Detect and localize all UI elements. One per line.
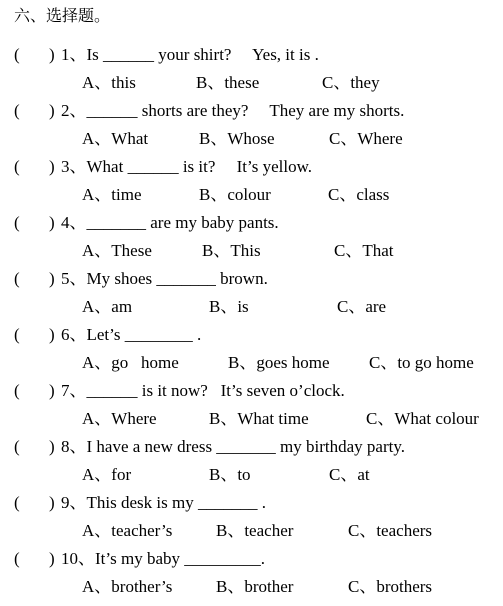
answer-paren-open: ( [14, 213, 20, 232]
question-text: 4、_______ are my baby pants. [61, 213, 279, 232]
option-c: C、What colour [366, 409, 479, 428]
answer-paren-close: ) [49, 437, 55, 456]
option-b: B、What time [209, 409, 309, 428]
answer-paren-close: ) [49, 157, 55, 176]
option-c: C、Where [329, 129, 403, 148]
answer-paren-close: ) [49, 269, 55, 288]
option-c: C、they [322, 73, 380, 92]
answer-paren-close: ) [49, 549, 55, 568]
question-text: 10、It’s my baby _________. [61, 549, 265, 568]
answer-paren-open: ( [14, 269, 20, 288]
answer-paren-close: ) [49, 213, 55, 232]
question-text: 2、______ shorts are they? They are my shorts. [61, 101, 405, 120]
answer-paren-close: ) [49, 325, 55, 344]
answer-paren-open: ( [14, 101, 20, 120]
question-text: 3、What ______ is it? It’s yellow. [61, 157, 313, 176]
question-text: 9、This desk is my _______ . [61, 493, 266, 512]
question-text: 1、Is ______ your shirt? Yes, it is . [61, 45, 319, 64]
answer-paren-close: ) [49, 101, 55, 120]
answer-paren-close: ) [49, 381, 55, 400]
option-c: C、class [328, 185, 390, 204]
option-a: A、What [82, 129, 149, 148]
answer-paren-open: ( [14, 381, 20, 400]
option-c: C、are [337, 297, 387, 316]
option-c: C、brothers [348, 577, 433, 596]
option-a: A、brother’s [82, 577, 173, 596]
option-a: A、for [82, 465, 132, 484]
option-a: A、time [82, 185, 142, 204]
answer-paren-close: ) [49, 45, 55, 64]
question-text: 5、My shoes _______ brown. [61, 269, 268, 288]
option-c: C、to go home [369, 353, 474, 372]
option-a: A、Where [82, 409, 157, 428]
option-b: B、to [209, 465, 251, 484]
question-text: 6、Let’s ________ . [61, 325, 202, 344]
option-c: C、at [329, 465, 370, 484]
option-c: C、That [334, 241, 394, 260]
option-a: A、am [82, 297, 133, 316]
option-a: A、this [82, 73, 136, 92]
option-b: B、goes home [228, 353, 330, 372]
option-b: B、these [196, 73, 260, 92]
question-text: 7、______ is it now? It’s seven o’clock. [61, 381, 345, 400]
question-text: 8、I have a new dress _______ my birthday party. [61, 437, 406, 456]
answer-paren-open: ( [14, 437, 20, 456]
answer-paren-close: ) [49, 493, 55, 512]
option-b: B、teacher [216, 521, 294, 540]
answer-paren-open: ( [14, 325, 20, 344]
option-b: B、colour [199, 185, 271, 204]
answer-paren-open: ( [14, 157, 20, 176]
option-b: B、is [209, 297, 249, 316]
section-heading: 六、选择题。 [14, 6, 111, 25]
option-b: B、This [202, 241, 261, 260]
option-a: A、These [82, 241, 152, 260]
answer-paren-open: ( [14, 549, 20, 568]
option-b: B、brother [216, 577, 294, 596]
option-a: A、go home [82, 353, 179, 372]
option-b: B、Whose [199, 129, 275, 148]
option-a: A、teacher’s [82, 521, 173, 540]
answer-paren-open: ( [14, 45, 20, 64]
option-c: C、teachers [348, 521, 433, 540]
answer-paren-open: ( [14, 493, 20, 512]
